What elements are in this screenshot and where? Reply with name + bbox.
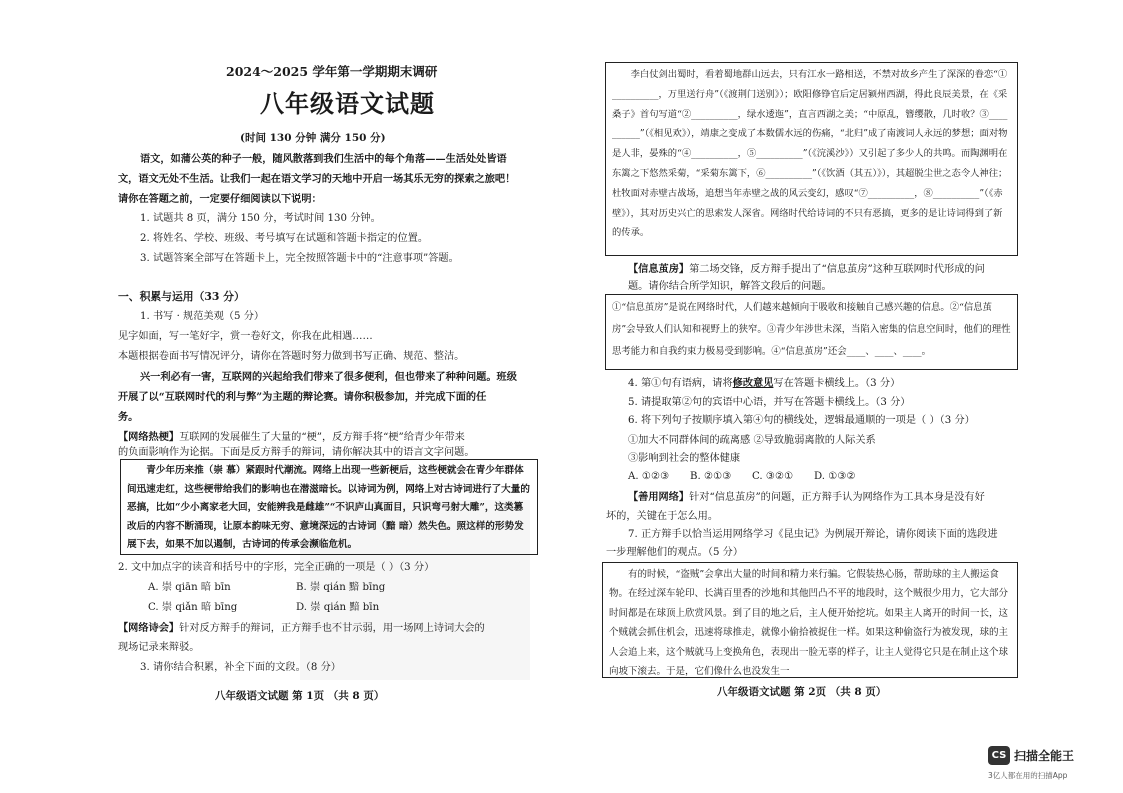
- question-4-text-end: 写在答题卡横线上。（3 分）: [773, 378, 901, 389]
- info-cocoon-passage: ①“信息茧房”是说在网络时代，人们越来越倾向于吸收和接触自己感兴趣的信息。②“信息茧房”会导致人们认知和视野上的狭窄。③青少年涉世未深，当陷入密集的信息空间时，他们的理性思考能力和自我约束力极易受到影响。④“信息茧房”还会____、____、____。: [612, 302, 1011, 357]
- poetry-label: 【网络诗会】: [118, 622, 180, 634]
- poetry-line: [118, 621, 485, 636]
- instruction: 1. 试题共 8 页，满分 150 分，考试时间 130 分钟。: [140, 213, 381, 224]
- context-line: 兴一利必有一害，互联网的兴起给我们带来了很多便利，但也带来了种种问题。班级: [140, 371, 517, 383]
- question-5: 5. 请提取第②句的宾语中心语，并写在答题卡横线上。（3 分）: [628, 397, 911, 408]
- info-cocoon-text: 题。请你结合所学知识，解答文段后的问题。: [628, 281, 832, 292]
- info-cocoon-box: [605, 294, 1018, 370]
- exam-page-1: [118, 0, 538, 700]
- info-cocoon-label: 【信息茧房】: [628, 263, 690, 275]
- question-1-text: 见字如面，写一笔好字，赏一卷好文，你我在此相遇……: [118, 331, 373, 342]
- question-1-note: 本题根据卷面书写情况评分，请你在答题时努力做到书写正确、规范、整洁。: [118, 351, 465, 362]
- question-7: 7. 正方辩手以恰当运用网络学习《昆虫记》为例展开辩论，请你阅读下面的选段进: [628, 529, 998, 540]
- poetry-text: 现场记录来辩驳。: [118, 642, 200, 653]
- question-6: 6. 将下列句子按顺序填入第④句的横线处，逻辑最通顺的一项是（ ）（3 分）: [628, 415, 975, 426]
- watermark-subtitle: 3亿人都在用的扫描App: [988, 771, 1068, 780]
- question-4-emphasis: 修改意见: [732, 377, 774, 389]
- poetry-text: 针对反方辩手的辩词，正方辩手也不甘示弱，用一场网上诗词大会的: [179, 623, 485, 634]
- use-network-line: [628, 490, 985, 505]
- question-1-title: 1. 书写 · 规范美观（5 分）: [140, 311, 265, 322]
- use-network-text: 针对“信息茧房”的问题，正方辩手认为网络作为工具本身是没有好: [689, 492, 985, 503]
- poetry-fill-box: [605, 62, 1018, 256]
- hot-topic-text: 的负面影响作为论据。下面是反方辩手的辩词，请你解决其中的语言文字问题。: [118, 447, 475, 458]
- question-4-text: 4. 第①句有语病，请将: [628, 378, 733, 389]
- scanner-watermark: [988, 746, 1108, 786]
- exam-header: 2024～2025 学年第一学期期末调研: [226, 64, 438, 79]
- watermark-name: 扫描全能王: [1014, 749, 1075, 763]
- q6-item: ③影响到社会的整体健康: [628, 453, 741, 464]
- q6-option: B. ②①③: [690, 471, 732, 482]
- exam-title: 八年级语文试题: [260, 90, 435, 118]
- q6-item: ①加大不同群体间的疏离感 ②导致脆弱离散的人际关系: [628, 435, 876, 446]
- cs-logo-icon: CS: [988, 746, 1010, 765]
- intro-line: 文，语文无处不生活。让我们一起在语文学习的天地中开启一场其乐无穷的探索之旅吧！: [118, 173, 516, 185]
- debate-passage-box: [120, 459, 538, 555]
- page-2-footer: 八年级语文试题 第 2页 （共 8 页）: [717, 686, 887, 698]
- info-cocoon-text: 第二场交锋，反方辩手提出了“信息茧房”这种互联网时代形成的问: [689, 264, 985, 275]
- hot-topic-text: 互联网的发展催生了大量的“梗”，反方辩手将“梗”给青少年带来: [179, 432, 465, 443]
- hot-topic-label: 【网络热梗】: [118, 431, 180, 443]
- intro-line: 语文，如蒲公英的种子一般，随风散落到我们生活中的每个角落——生活处处皆语: [140, 153, 507, 165]
- intro-line: 请你在答题之前，一定要仔细阅读以下说明：: [118, 193, 322, 205]
- question-2: 2. 文中加点字的读音和括号中的字形，完全正确的一项是（ ）（3 分）: [118, 562, 435, 573]
- context-line: 务。: [118, 411, 139, 423]
- instruction: 2. 将姓名、学校、班级、考号填写在试题和答题卡指定的位置。: [140, 233, 429, 244]
- question-7: 一步理解他们的观点。（5 分）: [606, 547, 744, 558]
- insect-passage: 有的时候，“盗贼”会拿出大量的时间和精力来行骗。它假装热心肠，帮助球的主人搬运食物。在经过深车轮印、长满百里香的沙地和其他凹凸不平的地段时，这个贼很少用力，它大部分时间都是在球顶上欣赏风景。到了目的地之后，主人便开始挖坑。如果主人离开的时间一长，这个贼就会抓住机会，迅速将球推走，就像小偷拾被捉住一样。如果这种偷盗行为被发现，球的主人会追上来，这个贼就马上变换角色，表现出一脸无辜的样子，让主人觉得它只是在制止这个球向坡下滚去。于是，它们像什么也没发生一: [609, 569, 1009, 678]
- context-line: 开展了以“互联网时代的利与弊”为主题的辩论赛。请你积极参加，并完成下面的任: [118, 391, 487, 403]
- use-network-label: 【善用网络】: [628, 491, 690, 503]
- poetry-fill-passage: 李白仗剑出蜀时，看着蜀地群山远去，只有江水一路相送，不禁对故乡产生了深深的眷恋“①__________，万里送行舟”（《渡荆门送别》）；欧阳修铮官后定居颍州西湖，得此良辰美景，在《采桑子》首句写道“②__________，绿水逶迤”，直言西湖之美；“中原乱，簪缨散，几时收？③__________”（《相见欢》），靖康之变成了本数儒水远的伤痛，“北归”成了南渡词人永远的梦想；面对物是人非，晏殊的“④__________，⑤__________”（《浣溪沙》）又引起了多少人的共鸣。而陶渊明在东篱之下悠然采菊，“采菊东篱下，⑥__________”（《饮酒（其五）》），其超脱尘世之态令人神往；杜牧面对赤壁古战场，追想当年赤壁之战的风云变幻，感叹“⑦__________，⑧__________”（《赤壁》），其对历史兴亡的思索发人深省。网络时代给诗词的不只有恶搞，更多的是让诗词得到了新的传承。: [612, 69, 1008, 239]
- hot-topic-line: [118, 430, 465, 445]
- info-cocoon-line: [628, 262, 985, 277]
- q2-option: D. 崇 qián 黯 bīn: [296, 602, 380, 613]
- exam-page-2: [600, 0, 1018, 700]
- q2-option: A. 崇 qiān 暗 bīn: [148, 582, 231, 593]
- use-network-text: 坏的，关键在于怎么用。: [606, 511, 719, 522]
- time-info: (时间 130 分钟 满分 150 分): [240, 132, 386, 144]
- question-3: 3. 请你结合积累，补全下面的文段。（8 分）: [140, 662, 341, 673]
- question-4: [628, 376, 900, 391]
- section-heading: 一、积累与运用（33 分）: [118, 290, 245, 303]
- instruction: 3. 试题答案全部写在答题卡上，完全按照答题卡中的“注意事项”答题。: [140, 253, 459, 264]
- q6-option: C. ③②①: [752, 471, 794, 482]
- q6-option: D. ①③②: [814, 471, 856, 482]
- page-1-footer: 八年级语文试题 第 1页 （共 8 页）: [215, 690, 385, 702]
- debate-passage: 青少年历来推（崇 慕）紧跟时代潮流。网络上出现一些新梗后，这些梗就会在青少年群体间迅速走红，这些梗带给我们的影响也在潜滋暗长。以诗词为例，网络上对古诗词进行了大量的恶搞，比如“少小离家老大回，安能辨我是雌雄”“不识庐山真面目，只识弯弓射大雕”，这类篡改后的内容不断涌现，让原本韵味无穷、意境深远的古诗词（黯 暗）然失色。照这样的形势发展下去，如果不加以遏制，古诗词的传承会濒临危机。: [127, 465, 530, 550]
- q2-option: C. 崇 qiǎn 暗 bīng: [148, 602, 238, 613]
- q6-option: A. ①②③: [628, 471, 670, 482]
- q2-option: B. 崇 qián 黯 bīng: [296, 582, 386, 593]
- insect-passage-box: [602, 562, 1018, 678]
